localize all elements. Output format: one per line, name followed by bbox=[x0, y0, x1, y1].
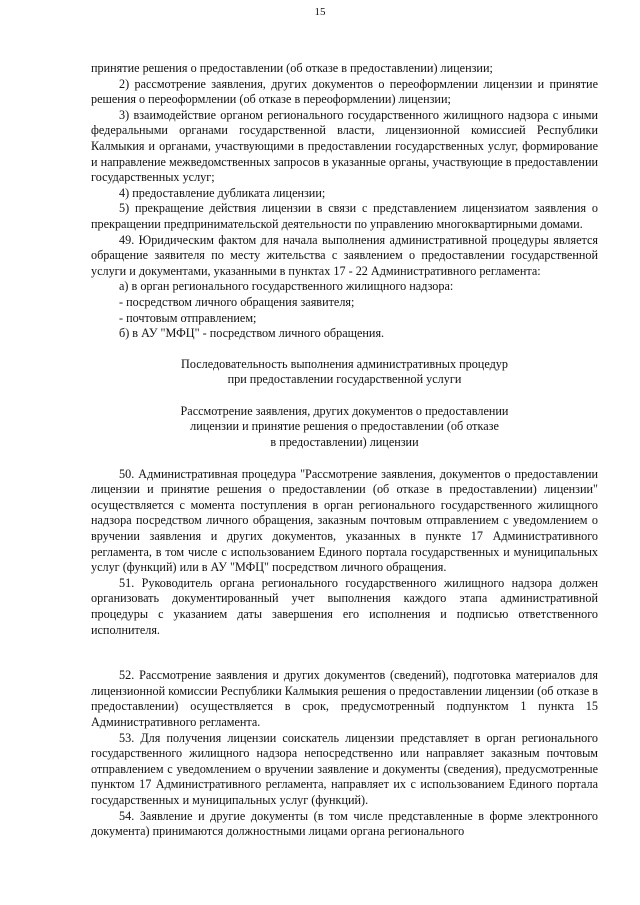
paragraph-continuation: принятие решения о предоставлении (об отказе в предоставлении) лицензии; bbox=[91, 61, 493, 75]
page-number: 15 bbox=[314, 6, 326, 18]
document-body bbox=[91, 61, 598, 840]
paragraph-54: 54. Заявление и другие документы (в том числе представленные в форме электронного документа) принимаются должностными лицами органа регионального bbox=[91, 808, 598, 839]
section-heading-line-2: при предоставлении государственной услуги bbox=[227, 372, 462, 387]
paragraph-49: 49. Юридическим фактом для начала выполнения административной процедуры является обращение заявителя по месту жительства с заявлением о предоставлении государственной услуги и документами, указанными в пунктах 17 - 22 Административного регламента: bbox=[91, 232, 598, 278]
sub-item-mail: - почтовым отправлением; bbox=[119, 310, 257, 325]
paragraph-53: 53. Для получения лицензии соискатель лицензии представляет в орган регионального государственного жилищного надзора непосредственно или направляет заказным почтовым отправлением с уведомлением о вручении заявление и документы (сведения), предусмотренные пунктом 17 Административного регламента, направляет их с использованием Единого портала государственных и муниципальных услуг (функций). bbox=[91, 730, 598, 807]
list-item-5: 5) прекращение действия лицензии в связи с представлением лицензиатом заявления о прекращении предпринимательской деятельности по управлению многоквартирными домами. bbox=[91, 201, 598, 231]
list-item-4: 4) предоставление дубликата лицензии; bbox=[119, 185, 326, 200]
section-heading bbox=[91, 357, 598, 388]
list-item-3: 3) взаимодействие органом регионального государственного жилищного надзора с иными федеральными органами государственной власти, лицензионной комиссией Республики Калмыкия и органами, участвующими в предоставлении государственных услуг, формирование и направление межведомственных запросов в указанные органы, участвующие в предоставлении государственных услуг; bbox=[91, 107, 598, 185]
subsection-heading-line-2: лицензии и принятие решения о предоставлении (об отказе bbox=[190, 419, 499, 434]
sub-item-a: а) в орган регионального государственного жилищного надзора: bbox=[119, 279, 454, 294]
paragraph-51: 51. Руководитель органа регионального государственного жилищного надзора должен организовать документированный учет выполнения каждого этапа административной процедуры с указанием даты завершения его исполнения и подписью ответственного исполнителя. bbox=[91, 575, 598, 637]
subsection-heading-line-1: Рассмотрение заявления, других документов о предоставлении bbox=[180, 403, 509, 418]
subsection-heading-line-3: в предоставлении) лицензии bbox=[270, 435, 419, 450]
paragraph-52: 52. Рассмотрение заявления и других документов (сведений), подготовка материалов для лицензионной комиссии Республики Калмыкия решения о предоставлении лицензии (об отказе в предоставлении) осуществляется в срок, предусмотренный подпунктом 1 пункта 15 Административного регламента. bbox=[91, 668, 598, 729]
section-heading-line-1: Последовательность выполнения административных процедур bbox=[181, 356, 508, 371]
sub-item-b: б) в АУ "МФЦ" - посредством личного обращения. bbox=[119, 326, 385, 341]
sub-item-personal: - посредством личного обращения заявителя; bbox=[119, 294, 355, 309]
subsection-heading bbox=[91, 404, 598, 451]
list-item-2: 2) рассмотрение заявления, других документов о переоформлении лицензии и принятие решения о переоформлении (об отказе в переоформлении) лицензии; bbox=[91, 76, 598, 107]
paragraph-50: 50. Административная процедура "Рассмотрение заявления, документов о предоставлении лицензии и принятие решения о предоставлении (об отказе в предоставлении) лицензии" осуществляется с момента поступления в орган регионального государственного жилищного надзора посредством личного обращения, заказным почтовым отправлением с уведомлением о вручении заявления и других документов, указанных в пункте 17 Административного регламента, в том числе с использованием Единого портала государственных и муниципальных услуг (функций) или в АУ "МФЦ" посредством личного обращения. bbox=[91, 466, 598, 575]
